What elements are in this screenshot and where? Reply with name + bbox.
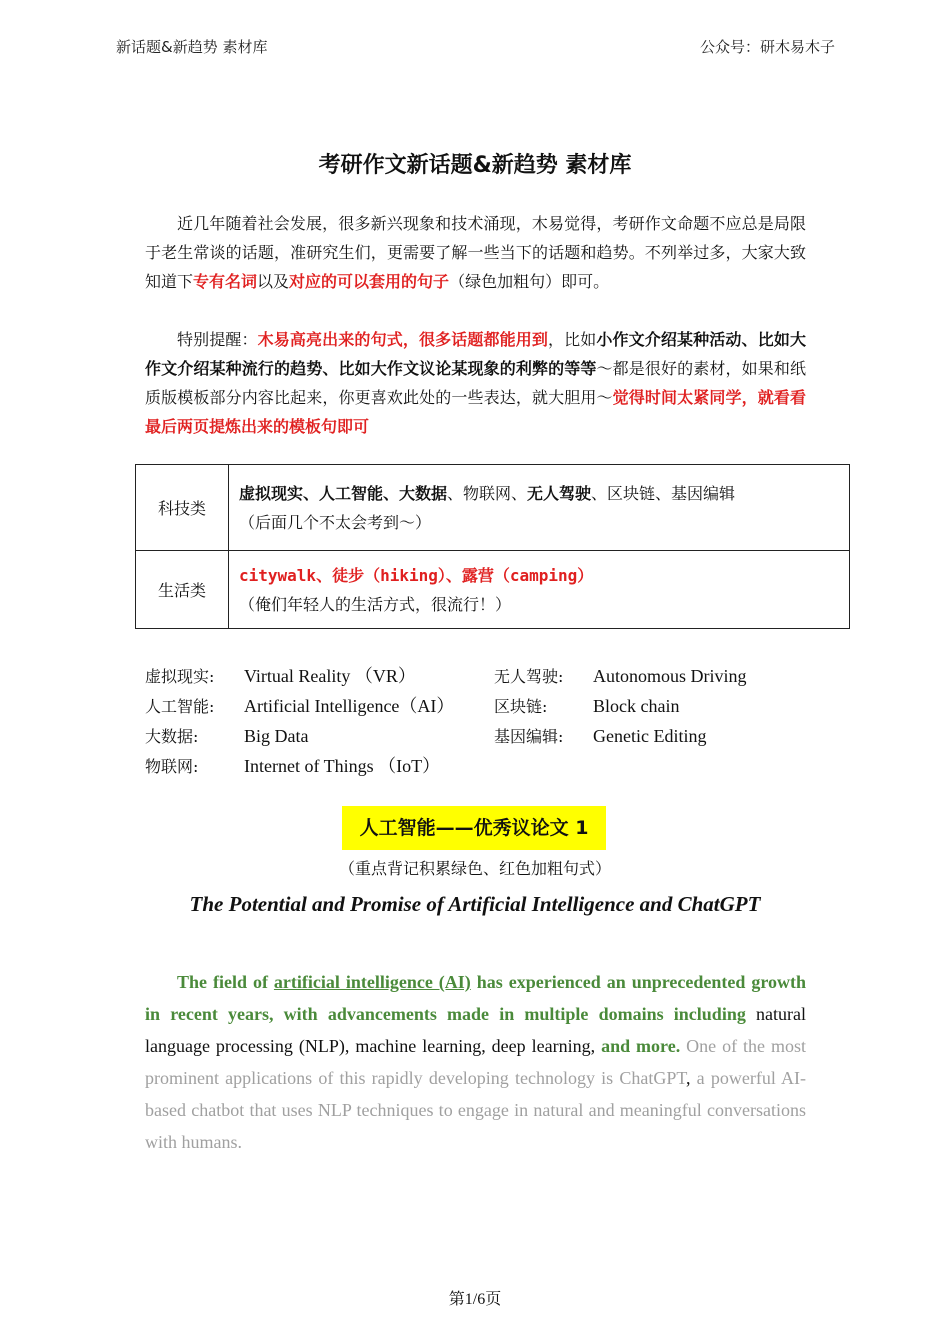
essay-plain: natural language processing (NLP), machine learning, deep learning, [145,1004,806,1056]
category-label: 生活类 [136,551,229,629]
category-note: （俺们年轻人的生活方式，很流行！） [239,594,512,614]
glossary-english: Virtual Reality （VR） [244,666,416,686]
intro-text: ，比如 [548,330,597,349]
list-item [494,662,747,692]
header-left: 新话题&新趋势 素材库 [116,38,268,56]
intro-bold: 小作文介绍某种活动、比如大作文介绍某种流行的趋势、比如大作文议论某现象的利弊的等等 [145,330,806,378]
section-heading-highlight [342,806,606,850]
table-row [136,465,850,551]
glossary-english: Internet of Things （IoT） [244,756,441,776]
essay-title: The Potential and Promise of Artificial Intelligence and ChatGPT [189,892,761,916]
intro-text: 特别提醒： [177,330,258,349]
glossary-english: Artificial Intelligence（AI） [244,696,455,716]
essay-paragraph [145,966,806,1158]
list-item [494,692,747,722]
list-item [145,662,454,692]
glossary-term: 虚拟现实: [145,667,215,686]
intro-highlight: 觉得时间太紧同学，就看看最后两页提炼出来的模板句即可 [145,388,806,436]
glossary-term: 区块链: [494,697,548,716]
glossary-right [494,662,747,752]
term-normal: 、物联网、 [447,483,528,503]
intro-text: 以及 [257,272,290,291]
category-terms: citywalk、徒步（hiking）、露营（camping） [239,565,594,585]
intro-highlight: 对应的可以套用的句子 [289,272,450,291]
category-table [135,464,850,629]
category-terms [239,479,839,508]
term-normal: 、区块链、基因编辑 [591,483,736,503]
intro-text: 近几年随着社会发展，很多新兴现象和技术涌现，木易觉得，考研作文命题不应总是局限于老生常谈的话题，准研究生们，更需要了解一些当下的话题和趋势。不列举过多，大家大致知道下 [145,214,806,291]
section-note: （重点背记积累绿色、红色加粗句式） [338,859,611,878]
glossary-english: Block chain [593,696,680,716]
list-item [145,722,454,752]
intro-text: ～都是很好的素材，如果和纸质版模板部分内容比起来，你更喜欢此处的一些表达，就大胆用～ [145,359,806,407]
list-item [145,752,454,782]
essay-faded: One of the most prominent applications of this rapidly developing technology is ChatGPT [145,1036,807,1088]
term-bold: 无人驾驶 [527,483,592,503]
glossary-term: 无人驾驶: [494,667,564,686]
glossary-english: Big Data [244,726,309,746]
glossary-english: Autonomous Driving [593,666,747,686]
list-item [145,692,454,722]
category-content [229,551,850,629]
page-title: 考研作文新话题&新趋势 素材库 [318,153,632,178]
category-content [229,465,850,551]
intro-paragraph-2 [145,325,806,441]
essay-green: The field of [177,972,274,992]
glossary-term: 人工智能: [145,697,215,716]
section-heading: 人工智能——优秀议论文 1 [359,817,589,839]
glossary-term: 基因编辑: [494,727,564,746]
essay-plain: , [686,1068,691,1088]
page-number: 第1/6页 [448,1291,502,1308]
glossary-term: 大数据: [145,727,199,746]
essay-green: and more. [601,1036,681,1056]
category-note: （后面几个不太会考到～） [239,512,432,532]
essay-green-underlined: artificial intelligence (AI) [273,972,471,992]
list-item [494,722,747,752]
essay-faded: a powerful AI-based chatbot that uses NLP techniques to engage in natural and meaningful conversations with humans. [145,1068,806,1152]
intro-text: （绿色加粗句）即可。 [449,272,610,291]
glossary-english: Genetic Editing [593,726,707,746]
table-row [136,551,850,629]
glossary-term: 物联网: [145,757,199,776]
essay-green: has experienced an unprecedented growth in recent years, with advancements made in multiple domains including [145,972,806,1024]
header-right: 公众号：研木易木子 [699,38,835,56]
intro-paragraph-1 [145,209,806,296]
intro-highlight: 木易高亮出来的句式，很多话题都能用到 [257,330,548,349]
intro-highlight: 专有名词 [193,272,258,291]
term-bold: 虚拟现实、人工智能、大数据 [239,483,448,503]
glossary-left [145,662,454,782]
category-label: 科技类 [136,465,229,551]
